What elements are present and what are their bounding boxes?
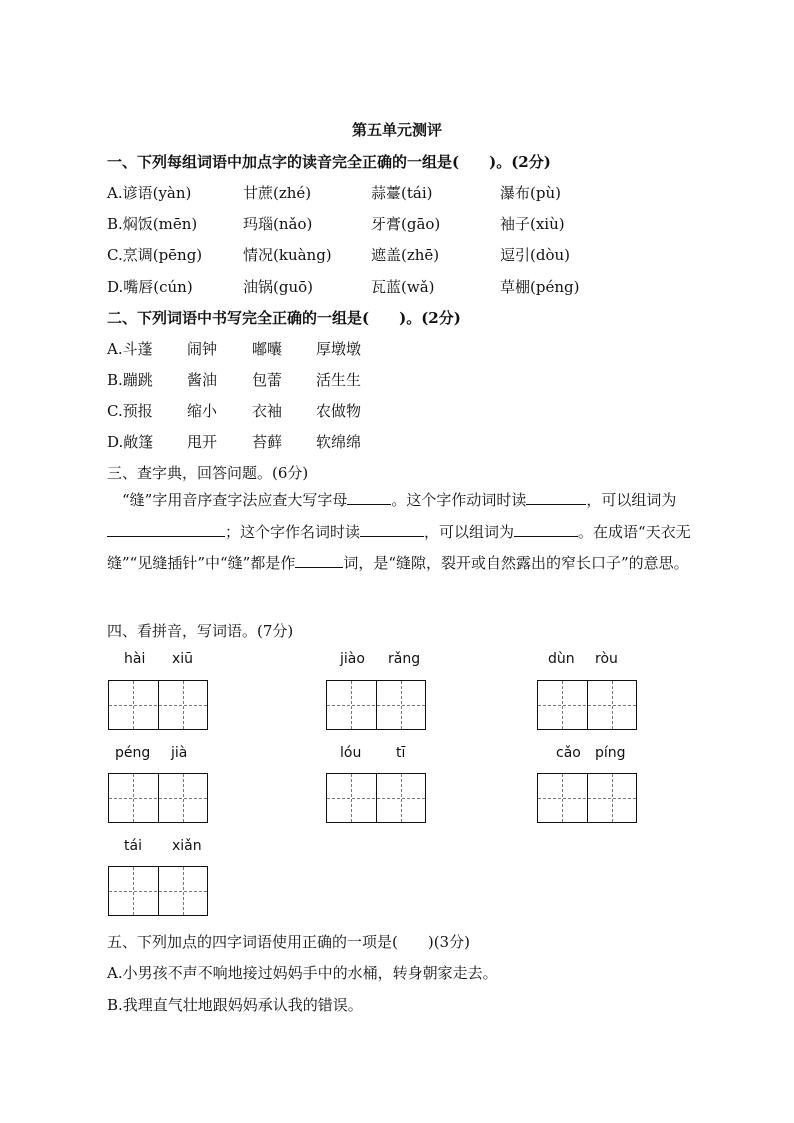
pinyin: píng [595, 745, 626, 761]
q2-word: 包蕾 [252, 371, 283, 389]
pinyin: jiào [340, 651, 365, 667]
q2-word: 活生生 [316, 371, 362, 389]
q1-option: C.烹调(pēng) [107, 246, 203, 264]
q3-text: 。在成语“天衣无缝”“见缝插针”中“缝”都是作 [107, 522, 691, 572]
q2-word: 软绵绵 [316, 433, 362, 451]
q2-word: 嘟囔 [252, 340, 283, 358]
q1-word: 遮盖(zhē) [371, 246, 440, 264]
q3-text: 。这个字作动词时读 [391, 491, 527, 509]
pinyin: hài [124, 651, 146, 667]
q1-word: 瀑布(pù) [500, 184, 561, 202]
pinyin: ròu [595, 651, 618, 667]
pinyin: jià [171, 745, 188, 761]
q3-text: 词，是“缝隙，裂开或自然露出的窄长口子”的意思。 [343, 554, 689, 572]
q1-word: 逗引(dòu) [500, 246, 570, 264]
page-title: 第五单元测评 [351, 121, 442, 139]
writing-grid[interactable] [108, 866, 208, 916]
q3-text: ，可以组词为 [424, 522, 515, 541]
pinyin: cǎo [556, 745, 581, 761]
pinyin: péng [115, 745, 151, 761]
writing-grid[interactable] [326, 680, 426, 730]
q1-word: 甘蔗(zhé) [243, 184, 312, 202]
writing-grid[interactable] [537, 680, 637, 730]
pinyin: xiǎn [172, 838, 202, 854]
q2-word: 缩小 [187, 402, 218, 420]
blank-verb-word[interactable] [107, 522, 225, 537]
pinyin: dùn [548, 651, 575, 667]
pinyin: tī [396, 745, 406, 761]
q2-word: 闹钟 [187, 340, 218, 358]
blank-word-class[interactable] [295, 553, 343, 568]
pinyin: xiū [172, 651, 194, 667]
q3-heading: 三、查字典，回答问题。(6分) [107, 464, 309, 482]
q1-heading: 一、下列每组词语中加点字的读音完全正确的一组是( )。(2分) [107, 153, 551, 171]
q2-word: 衣袖 [252, 402, 283, 420]
blank-letter[interactable] [347, 490, 391, 505]
blank-noun-reading[interactable] [360, 522, 424, 537]
q3-text: “缝”字用音序查字法应查大写字母 [122, 491, 348, 509]
q2-option: A.斗蓬 [107, 340, 153, 358]
q2-option: B.蹦跳 [107, 371, 153, 389]
writing-grid[interactable] [108, 773, 208, 823]
q2-word: 甩开 [187, 433, 218, 451]
q5-option-a: A.小男孩不声不响地接过妈妈手中的水桶，转身朝家走去。 [107, 964, 498, 982]
pinyin: rǎng [388, 651, 421, 667]
q2-heading: 二、下列词语中书写完全正确的一组是( )。(2分) [107, 309, 461, 327]
blank-verb-reading[interactable] [526, 490, 586, 505]
q3-text: ；这个字作名词时读 [225, 522, 361, 541]
pinyin: lóu [340, 745, 362, 761]
pinyin: tái [124, 838, 142, 854]
q2-word: 酱油 [187, 371, 218, 389]
writing-grid[interactable] [537, 773, 637, 823]
q1-word: 蒜薹(tái) [371, 184, 433, 202]
q1-word: 油锅(guō) [243, 278, 313, 296]
q1-word: 情况(kuàng) [243, 246, 332, 264]
q2-option: C.预报 [107, 402, 153, 420]
q5-heading: 五、下列加点的四字词语使用正确的一项是( )(3分) [107, 933, 470, 951]
q1-word: 草棚(péng) [500, 278, 580, 296]
q2-word: 农做物 [316, 402, 362, 420]
blank-noun-word[interactable] [514, 522, 578, 537]
q1-word: 瓦蓝(wǎ) [371, 278, 435, 296]
q1-option: D.嘴唇(cún) [107, 278, 193, 296]
q3-text: ，可以组词为 [586, 491, 677, 509]
writing-grid[interactable] [108, 680, 208, 730]
q1-option: A.谚语(yàn) [107, 184, 192, 202]
q2-word: 苔藓 [252, 433, 283, 451]
q1-word: 袖子(xiù) [500, 215, 565, 233]
q2-word: 厚墩墩 [316, 340, 362, 358]
q2-option: D.敞篷 [107, 433, 154, 451]
q1-word: 玛瑙(nǎo) [243, 215, 313, 233]
q1-word: 牙膏(gāo) [371, 215, 441, 233]
q5-option-b: B.我理直气壮地跟妈妈承认我的错误。 [107, 996, 363, 1014]
q3-paragraph [107, 485, 719, 580]
writing-grid[interactable] [326, 773, 426, 823]
q1-option: B.焖饭(mēn) [107, 215, 198, 233]
q4-heading: 四、看拼音，写词语。(7分) [107, 622, 294, 640]
